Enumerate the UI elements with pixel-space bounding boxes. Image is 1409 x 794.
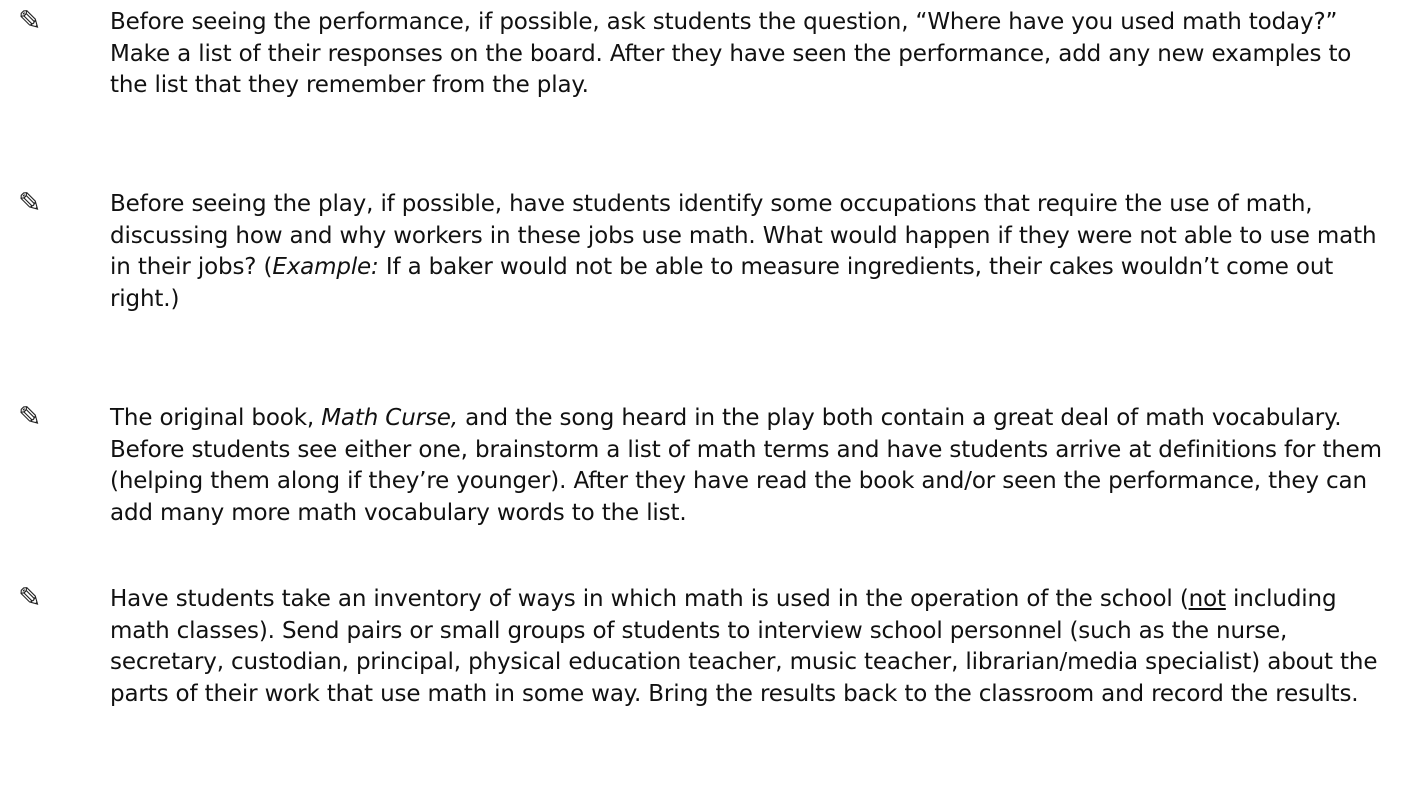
- paragraph-text-span: Before seeing the play, if possible, have students identify some occupations that require the use of math, discussing how and why workers in these jobs use math. What would happen if they were not able to use math in their jobs? (: [110, 191, 1377, 280]
- paragraph-text-span: If a baker would not be able to measure ingredients, their cakes wouldn’t come out right.): [110, 254, 1334, 312]
- paragraph-text-span: including math classes). Send pairs or small groups of students to interview school personnel (such as the nurse, secretary, custodian, principal, physical education teacher, music teacher, librarian/media specialist) about the parts of their work that use math in some way. Bring the results back to the classroom and record the results.: [110, 586, 1378, 707]
- paragraph-text-span: and the song heard in the play both contain a great deal of math vocabulary. Before students see either one, brainstorm a list of math terms and have students arrive at definitions for them (helping them along if they’re younger). After they have read the book and/or seen the performance, they can add many more math vocabulary words to the list.: [110, 405, 1382, 526]
- paragraph-text: [110, 584, 1395, 710]
- emphasis-underline: not: [1188, 586, 1226, 612]
- paragraph-text: [110, 403, 1395, 529]
- paragraph-text-span: Have students take an inventory of ways in which math is used in the operation of the school (: [110, 586, 1189, 612]
- pencil-icon: ✎: [18, 4, 42, 37]
- paragraph-text: [110, 189, 1395, 315]
- pencil-icon: ✎: [18, 186, 42, 219]
- paragraph-text: [110, 7, 1395, 102]
- paragraph-text-span: The original book,: [110, 405, 322, 431]
- book-title: Math Curse,: [321, 405, 458, 431]
- example-label: Example:: [272, 254, 379, 280]
- pencil-icon: ✎: [18, 400, 42, 433]
- pencil-icon: ✎: [18, 581, 42, 614]
- paragraph-text-span: Before seeing the performance, if possible, ask students the question, “Where have you used math today?” Make a list of their responses on the board. After they have seen the performance, add any new examples to the list that they remember from the play.: [110, 9, 1352, 98]
